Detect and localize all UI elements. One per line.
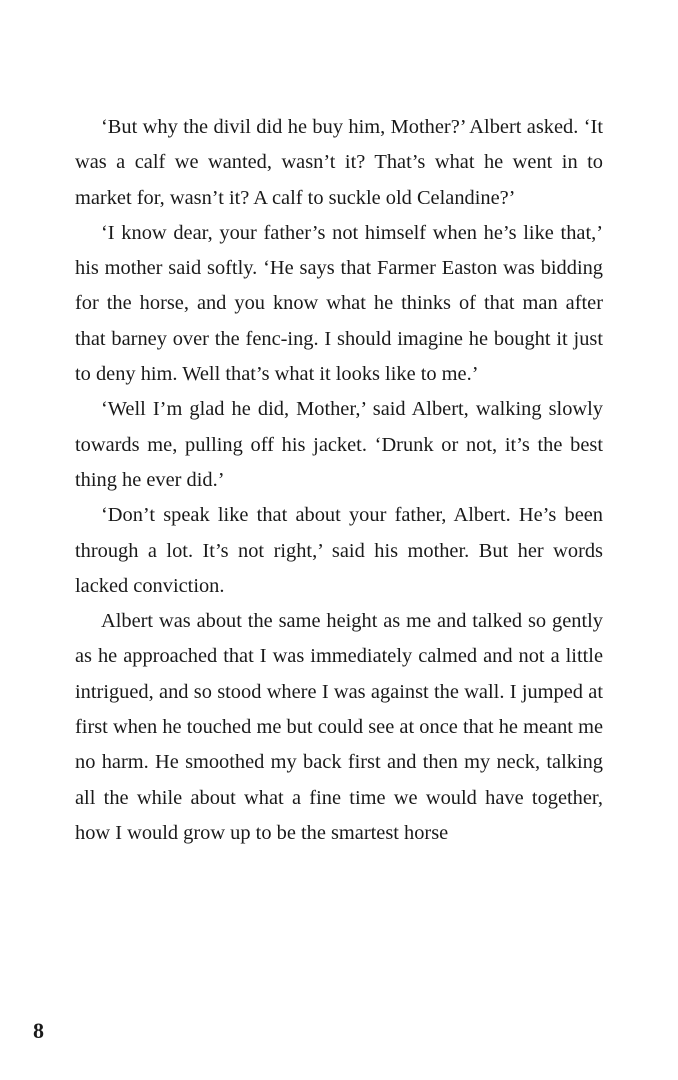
paragraph: ‘Don’t speak like that about your father, Albert. He’s been through a lot. It’s not right,’ said his mother. But her words lacked conviction. xyxy=(75,504,603,597)
paragraph: Albert was about the same height as me and talked so gently as he approached that I was immediately calmed and not a little intrigued, and so stood where I was against the wall. I jumped at first when he touched me but could see at once that he meant me no harm. He smoothed my back first and then my neck, talking all the while about what a fine time we would have together, how I would grow up to be the smartest horse xyxy=(75,610,603,844)
page-number: 8 xyxy=(33,1018,44,1043)
paragraph: ‘I know dear, your father’s not himself when he’s like that,’ his mother said softly. ‘He says that Farmer Easton was bidding for the horse, and you know what he thinks of that man after that barney over the fenc-ing. I should imagine he bought it just to deny him. Well that’s what it looks like to me.’ xyxy=(75,221,603,386)
paragraph: ‘But why the divil did he buy him, Mother?’ Albert asked. ‘It was a calf we wanted, wasn’t it? That’s what he went in to market for, wasn’t it? A calf to suckle old Celandine?’ xyxy=(75,116,603,209)
body-text xyxy=(75,110,603,851)
paragraph: ‘Well I’m glad he did, Mother,’ said Albert, walking slowly towards me, pulling off his jacket. ‘Drunk or not, it’s the best thing he ever did.’ xyxy=(75,398,603,491)
